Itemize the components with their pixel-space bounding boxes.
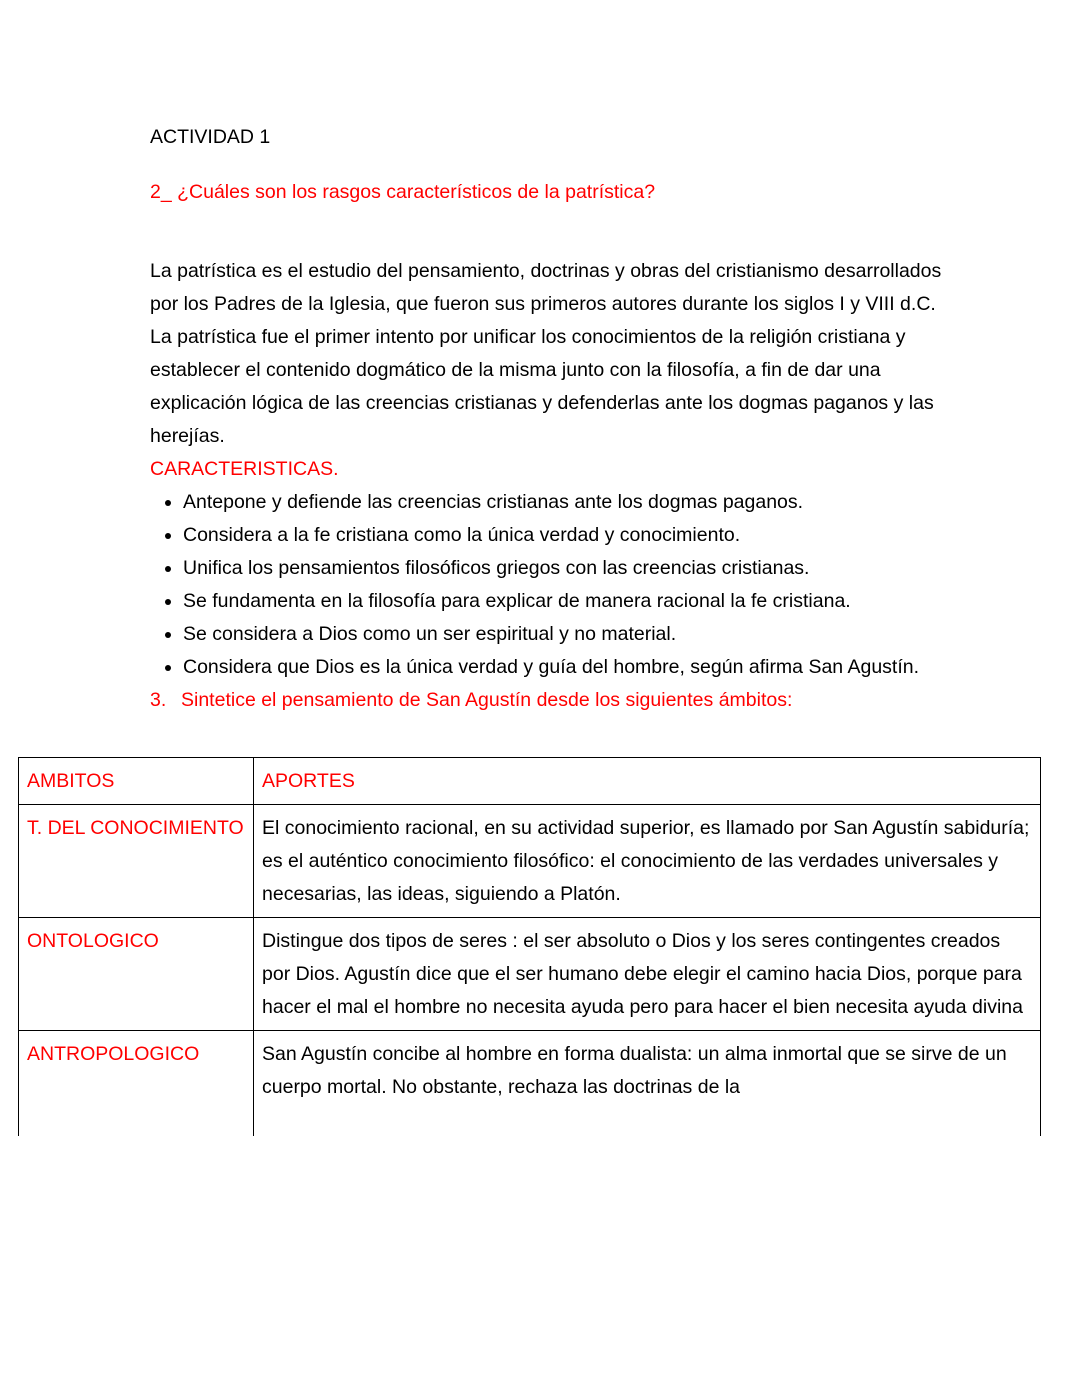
characteristic-item: • Considera a la fe cristiana como la única verdad y conocimiento. [183,519,955,552]
question-3-text: Sintetice el pensamiento de San Agustín desde los siguientes ámbitos: [181,689,793,711]
ambito-cell-conocimiento: T. DEL CONOCIMIENTO [19,805,254,918]
intro-paragraph-2: La patrística fue el primer intento por unificar los conocimientos de la religión cristiana y establecer el contenido dogmático de la misma junto con la filosofía, a fin de dar una explicación lógica de las creencias cristianas y defenderlas ante los dogmas paganos y las herejías. [150,326,934,447]
question-3-item [150,684,955,717]
table-header-row [19,758,1041,805]
table-header-ambitos: AMBITOS [19,758,254,805]
characteristics-list [150,486,955,684]
document-body [150,121,955,717]
ambito-cell-antropologico: ANTROPOLOGICO [19,1031,254,1137]
characteristic-item: • Unifica los pensamientos filosóficos griegos con las creencias cristianas. [183,552,955,585]
table-row [19,1031,1041,1137]
characteristic-item: • Se fundamenta en la filosofía para explicar de manera racional la fe cristiana. [183,585,955,618]
aporte-cell-ontologico: Distingue dos tipos de seres : el ser absoluto o Dios y los seres contingentes creados por Dios. Agustín dice que el ser humano debe elegir el camino hacia Dios, porque para hacer el mal el hombre no necesita ayuda pero para hacer el bien necesita ayuda divina [254,918,1041,1031]
aporte-cell-antropologico: San Agustín concibe al hombre en forma dualista: un alma inmortal que se sirve de un cuerpo mortal. No obstante, rechaza las doctrinas de la [254,1031,1041,1137]
table-row [19,805,1041,918]
question-2-heading: 2_ ¿Cuáles son los rasgos característicos de la patrística? [150,181,656,203]
question-3-number: 3. [150,689,167,711]
intro-paragraph-1: La patrística es el estudio del pensamiento, doctrinas y obras del cristianismo desarrollados por los Padres de la Iglesia, que fueron sus primeros autores durante los siglos I y VIII d.C. [150,260,942,315]
page-title: ACTIVIDAD 1 [150,126,271,148]
ambito-cell-ontologico: ONTOLOGICO [19,918,254,1031]
table-header-aportes: APORTES [254,758,1041,805]
ambitos-table [18,757,1041,1136]
characteristic-item: • Se considera a Dios como un ser espiritual y no material. [183,618,955,651]
characteristic-item: • Considera que Dios es la única verdad y guía del hombre, según afirma San Agustín. [183,651,955,684]
aporte-cell-conocimiento: El conocimiento racional, en su actividad superior, es llamado por San Agustín sabiduría; es el auténtico conocimiento filosófico: el conocimiento de las verdades universales y necesarias, las ideas, siguiendo a Platón. [254,805,1041,918]
characteristic-item: • Antepone y defiende las creencias cristianas ante los dogmas paganos. [183,486,955,519]
characteristics-heading: CARACTERISTICAS. [150,458,339,480]
table-row [19,918,1041,1031]
